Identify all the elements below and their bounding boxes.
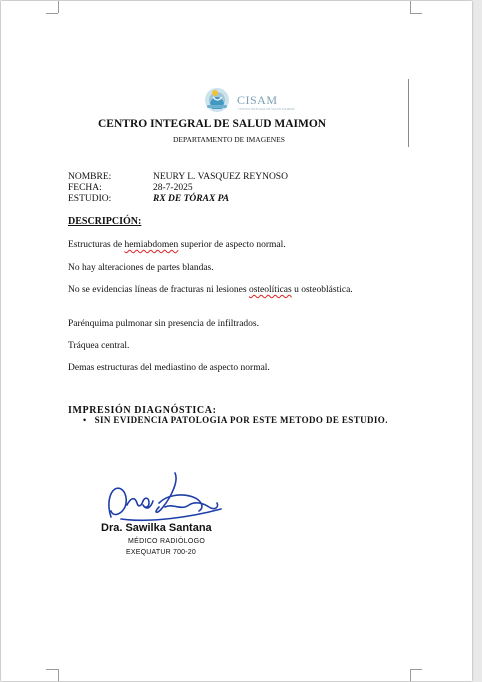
impression-list bbox=[83, 415, 388, 425]
finding-paragraph bbox=[68, 284, 388, 296]
crop-mark-top-left bbox=[58, 1, 59, 13]
spellcheck-flagged-word: osteolíticas bbox=[248, 285, 292, 295]
patient-name-value: NEURY L. VASQUEZ REYNOSO bbox=[153, 172, 288, 182]
handwritten-signature-icon bbox=[101, 467, 231, 523]
finding-text: superior de aspecto normal. bbox=[178, 240, 286, 250]
logo-wordmark: CISAM bbox=[237, 93, 278, 107]
department-name: DEPARTAMENTO DE IMAGENES bbox=[173, 135, 285, 144]
signer-license: EXEQUATUR 700-20 bbox=[126, 549, 196, 556]
date-label: FECHA: bbox=[68, 183, 102, 193]
crop-mark-top-right bbox=[410, 13, 422, 14]
crop-mark-bottom-right bbox=[410, 669, 411, 681]
finding-text: No se evidencias líneas de fracturas ni lesiones bbox=[68, 285, 249, 295]
logo-subtext: CENTRO INTEGRAL DE SALUD MAIMON bbox=[238, 107, 295, 111]
finding-paragraph: No hay alteraciones de partes blandas. bbox=[68, 263, 214, 273]
study-row bbox=[68, 194, 229, 204]
finding-text: Estructuras de bbox=[68, 240, 125, 250]
signer-name: Dra. Sawilka Santana bbox=[101, 522, 212, 534]
crop-mark-top-left bbox=[46, 13, 58, 14]
signer-title: MÉDICO RADIÓLOGO bbox=[128, 538, 206, 545]
finding-paragraph bbox=[68, 239, 388, 251]
study-label: ESTUDIO: bbox=[68, 194, 112, 204]
patient-name-row bbox=[68, 172, 288, 182]
description-heading: DESCRIPCIÓN: bbox=[68, 216, 142, 227]
finding-paragraph: Demas estructuras del mediastino de aspecto normal. bbox=[68, 363, 270, 373]
finding-paragraph: Tráquea central. bbox=[68, 341, 130, 351]
crop-mark-bottom-left bbox=[46, 669, 58, 670]
spellcheck-flagged-word: hemiabdomen bbox=[124, 240, 179, 250]
finding-text: u osteoblástica. bbox=[291, 285, 353, 295]
impression-heading: IMPRESIÓN DIAGNÓSTICA: bbox=[68, 405, 217, 416]
crop-mark-top-right bbox=[410, 1, 411, 13]
crop-mark-bottom-left bbox=[58, 669, 59, 681]
impression-text: SIN EVIDENCIA PATOLOGIA POR ESTE METODO DE ESTUDIO. bbox=[94, 415, 388, 425]
study-value: RX DE TÓRAX PA bbox=[153, 194, 230, 204]
crop-mark-bottom-right bbox=[410, 669, 422, 670]
document-page bbox=[1, 1, 472, 681]
institution-title: CENTRO INTEGRAL DE SALUD MAIMON bbox=[98, 118, 327, 130]
patient-name-label: NOMBRE: bbox=[68, 172, 112, 182]
list-item bbox=[83, 415, 388, 425]
finding-paragraph: Parénquima pulmonar sin presencia de infiltrados. bbox=[68, 319, 260, 329]
date-row bbox=[68, 183, 193, 193]
header-rule bbox=[408, 79, 409, 147]
date-value: 28-7-2025 bbox=[153, 183, 193, 193]
bullet-icon: • bbox=[83, 415, 87, 425]
